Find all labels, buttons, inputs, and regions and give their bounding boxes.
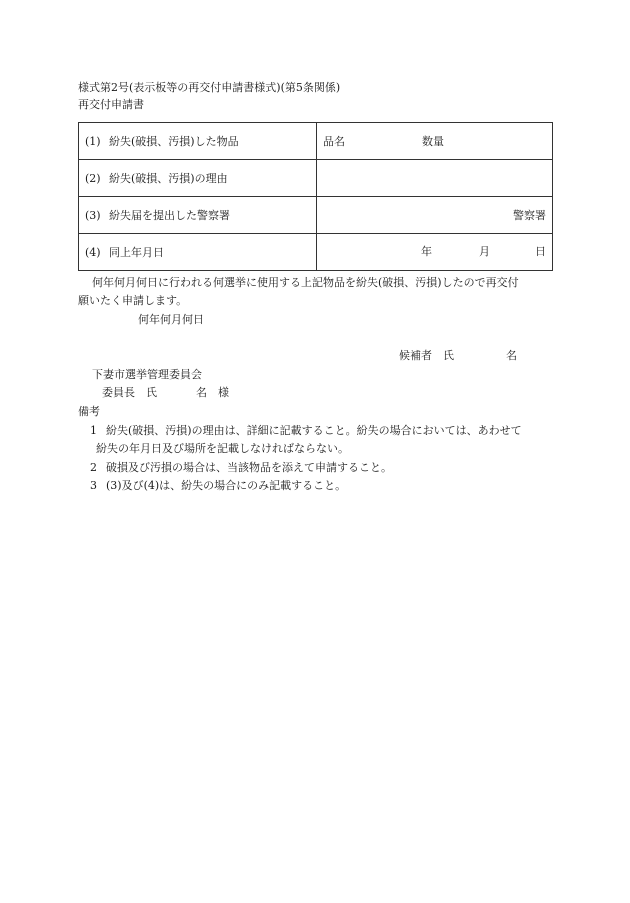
notes-heading: 備考 [78, 405, 100, 418]
note-text: (3)及び(4)は、紛失の場合にのみ記載すること。 [106, 479, 347, 492]
row-number: (2) [85, 172, 101, 185]
application-text-line1: 何年何月何日に行われる何選挙に使用する上記物品を紛失(破損、汚損)したので再交付 [92, 276, 519, 289]
table-row [79, 160, 553, 197]
application-text-line2: 願いたく申請します。 [78, 294, 188, 307]
application-table [78, 122, 553, 271]
year-label: 年 [421, 245, 432, 258]
row-label: 紛失(破損、汚損)の理由 [109, 172, 228, 185]
note-text: 破損及び汚損の場合は、当該物品を添えて申請すること。 [106, 461, 392, 474]
police-station-suffix: 警察署 [513, 209, 546, 222]
table-row [79, 197, 553, 234]
addressee: 下妻市選挙管理委員会 [92, 368, 202, 381]
chair-name-suffix: 名 様 [196, 386, 229, 399]
item-name-label: 品名 [323, 135, 345, 148]
note-text-continued: 紛失の年月日及び場所を記載しなければならない。 [96, 442, 349, 455]
table-row [79, 234, 553, 271]
row-label: 同上年月日 [109, 246, 164, 259]
item-input-cell[interactable] [317, 123, 553, 160]
candidate-label: 候補者 氏 [399, 349, 454, 362]
row-label: 紛失届を提出した警察署 [109, 209, 230, 222]
row-label-cell [79, 234, 317, 271]
note-number: 3 [90, 479, 97, 492]
form-number: 様式第2号(表示板等の再交付申請書様式)(第5条関係) [78, 81, 341, 94]
candidate-name-suffix: 名 [506, 349, 517, 362]
application-date: 何年何月何日 [138, 313, 204, 326]
row-number: (4) [85, 246, 101, 259]
row-number: (3) [85, 209, 101, 222]
note-number: 2 [90, 461, 97, 474]
day-label: 日 [535, 245, 546, 258]
reason-input-cell[interactable] [317, 160, 553, 197]
row-number: (1) [85, 135, 101, 148]
quantity-label: 数量 [422, 135, 444, 148]
document-title: 再交付申請書 [78, 98, 144, 111]
date-input-cell[interactable] [317, 234, 553, 271]
row-label-cell [79, 123, 317, 160]
row-label-cell [79, 197, 317, 234]
row-label: 紛失(破損、汚損)した物品 [109, 135, 239, 148]
chair-label: 委員長 氏 [102, 386, 157, 399]
note-text: 紛失(破損、汚損)の理由は、詳細に記載すること。紛失の場合においては、あわせて [106, 424, 522, 437]
table-row [79, 123, 553, 160]
row-label-cell [79, 160, 317, 197]
police-station-input-cell[interactable] [317, 197, 553, 234]
month-label: 月 [479, 245, 490, 258]
note-number: 1 [90, 424, 97, 437]
